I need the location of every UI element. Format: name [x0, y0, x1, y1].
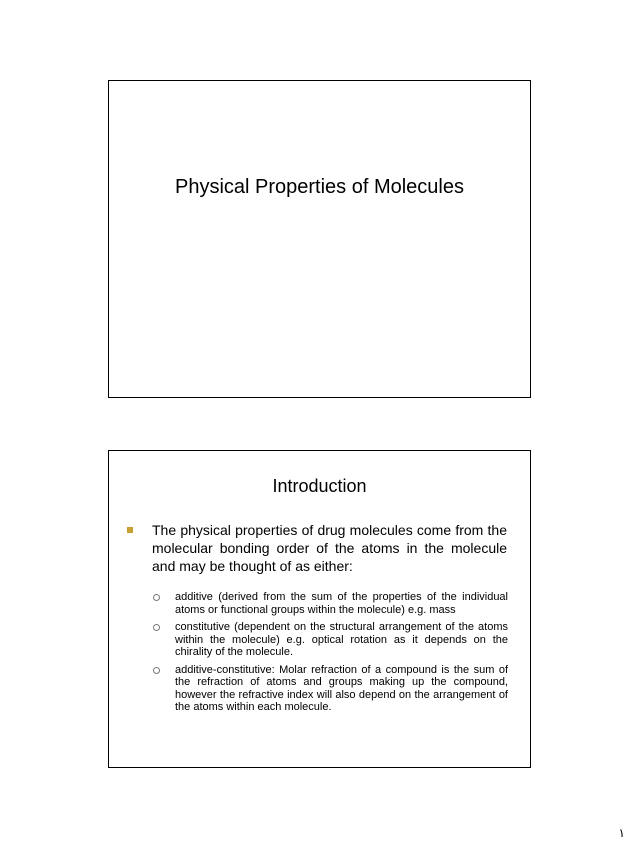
- slide-heading: Introduction: [272, 476, 367, 496]
- sub-bullet-item: [153, 591, 508, 616]
- sub-bullet-text: additive (derived from the sum of the properties of the individual atoms or functional groups within the molecule) e.g. mass: [175, 591, 508, 616]
- page-number: ١: [618, 826, 625, 840]
- sub-bullet-text: constitutive (dependent on the structural arrangement of the atoms within the molecule) e.g. optical rotation as it depends on the chirality of the molecule.: [175, 621, 508, 658]
- slide-title: Physical Properties of Molecules: [174, 176, 464, 198]
- slide-title-card: [108, 80, 531, 398]
- main-bullet-text: The physical properties of drug molecules come from the molecular bonding order of the atoms in the molecule and may be thought of as either:: [152, 522, 507, 574]
- circle-bullet-icon: [153, 594, 160, 601]
- circle-bullet-icon: [153, 624, 160, 631]
- slide-introduction: [108, 450, 531, 768]
- main-bullet-point: [127, 521, 507, 575]
- circle-bullet-icon: [153, 667, 160, 674]
- sub-bullet-item: [153, 664, 508, 714]
- sub-bullet-text: additive-constitutive: Molar refraction of a compound is the sum of the refraction of atoms and groups making up the compound, however the refractive index will also depend on the arrangement of the atoms within each molecule.: [175, 663, 508, 713]
- sub-bullet-item: [153, 621, 508, 659]
- square-bullet-icon: [127, 527, 133, 533]
- sub-bullet-list: [153, 591, 508, 719]
